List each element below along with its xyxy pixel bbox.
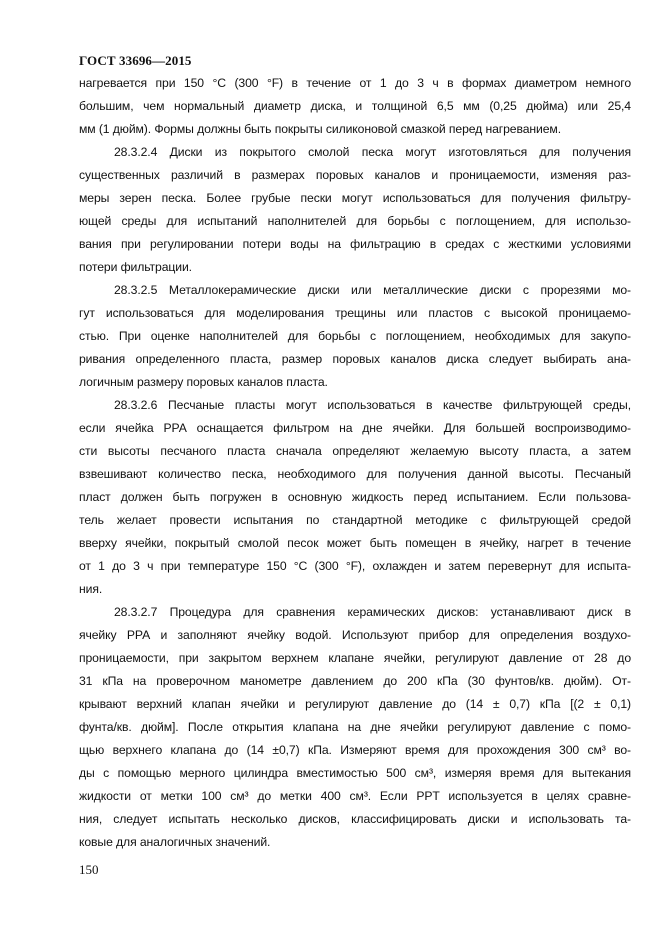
text-line: ячейку РРА и заполняют ячейку водой. Используют прибор для определения воздухо- xyxy=(79,628,631,642)
text-line: мм (1 дюйм). Формы должны быть покрыты силиконовой смазкой перед нагреванием. xyxy=(79,122,561,136)
paragraph-28-3-2-5 xyxy=(79,279,631,394)
text-line: гут использоваться для моделирования трещины или пластов с высокой проницаемо- xyxy=(79,306,631,320)
text-line: потери фильтрации. xyxy=(79,260,192,274)
text-line: ния, следует испытать несколько дисков, классифицировать диски и использовать та- xyxy=(79,812,631,826)
document-body xyxy=(79,72,631,854)
text-line: щью верхнего клапана до (14 ±0,7) кПа. Измеряют время для прохождения 300 см³ во- xyxy=(79,743,631,757)
text-line: вания при регулировании потери воды на фильтрацию в средах с жесткими условиями xyxy=(79,237,631,251)
text-line: большим, чем нормальный диаметр диска, и толщиной 6,5 мм (0,25 дюйма) или 25,4 xyxy=(79,99,631,113)
text-line: 28.3.2.6 Песчаные пласты могут использоваться в качестве фильтрующей среды, xyxy=(114,398,631,412)
text-line: ривания определенного пласта, размер поровых каналов диска следует выбирать ана- xyxy=(79,352,631,366)
text-line: проницаемости, при закрытом верхнем клапане ячейки, регулируют давление от 28 до xyxy=(79,651,631,665)
text-line: ющей среды для испытаний наполнителей для борьбы с поглощением, для использо- xyxy=(79,214,631,228)
text-line: ковые для аналогичных значений. xyxy=(79,835,271,849)
paragraph-28-3-2-7 xyxy=(79,601,631,854)
text-line: 28.3.2.4 Диски из покрытого смолой песка могут изготовляться для получения xyxy=(114,145,631,159)
text-line: нагревается при 150 °С (300 °F) в течение от 1 до 3 ч в формах диаметром немного xyxy=(79,76,631,90)
text-line: от 1 до 3 ч при температуре 150 °С (300 °F), охлажден и затем перевернут для испыта- xyxy=(79,559,631,573)
text-line: существенных различий в размерах поровых каналов и проницаемости, изменяя раз- xyxy=(79,168,631,182)
text-line: пласт должен быть погружен в основную жидкость перед испытанием. Если пользова- xyxy=(79,490,631,504)
text-line: ния. xyxy=(79,582,103,596)
text-line: тель желает провести испытания по стандартной методике с фильтрующей средой xyxy=(79,513,631,527)
paragraph-continuation xyxy=(79,72,631,141)
text-line: 28.3.2.7 Процедура для сравнения керамических дисков: устанавливают диск в xyxy=(114,605,631,619)
text-line: ды с помощью мерного цилиндра вместимостью 500 см³, измеряя время для вытекания xyxy=(79,766,631,780)
text-line: если ячейка РРА оснащается фильтром на дне ячейки. Для большей воспроизводимо- xyxy=(79,421,631,435)
text-line: меры зерен песка. Более грубые пески могут использоваться для получения фильтру- xyxy=(79,191,631,205)
standard-code-header: ГОСТ 33696—2015 xyxy=(79,53,192,68)
text-line: фунта/кв. дюйм]. После открытия клапана на дне ячейки регулируют давление с помо- xyxy=(79,720,631,734)
paragraph-28-3-2-4 xyxy=(79,141,631,279)
text-line: стью. При оценке наполнителей для борьбы с поглощением, необходимых для закупо- xyxy=(79,329,631,343)
text-line: жидкости от метки 100 см³ до метки 400 см³. Если PPT используется в целях сравне- xyxy=(79,789,631,803)
text-line: 31 кПа на проверочном манометре давлением до 200 кПа (30 фунтов/кв. дюйм). От- xyxy=(79,674,631,688)
paragraph-28-3-2-6 xyxy=(79,394,631,601)
text-line: 28.3.2.5 Металлокерамические диски или металлические диски с прорезями мо- xyxy=(114,283,631,297)
text-line: крывают верхний клапан ячейки и регулируют давление до (14 ± 0,7) кПа [(2 ± 0,1) xyxy=(79,697,631,711)
page-number: 150 xyxy=(79,862,99,877)
text-line: логичным размеру поровых каналов пласта. xyxy=(79,375,328,389)
text-line: вверху ячейки, покрытый смолой песок может быть помещен в ячейку, нагрет в течение xyxy=(79,536,631,550)
text-line: сти высоты песчаного пласта сначала определяют желаемую высоту пласта, а затем xyxy=(79,444,631,458)
text-line: взвешивают количество песка, необходимого для получения данной высоты. Песчаный xyxy=(79,467,631,481)
